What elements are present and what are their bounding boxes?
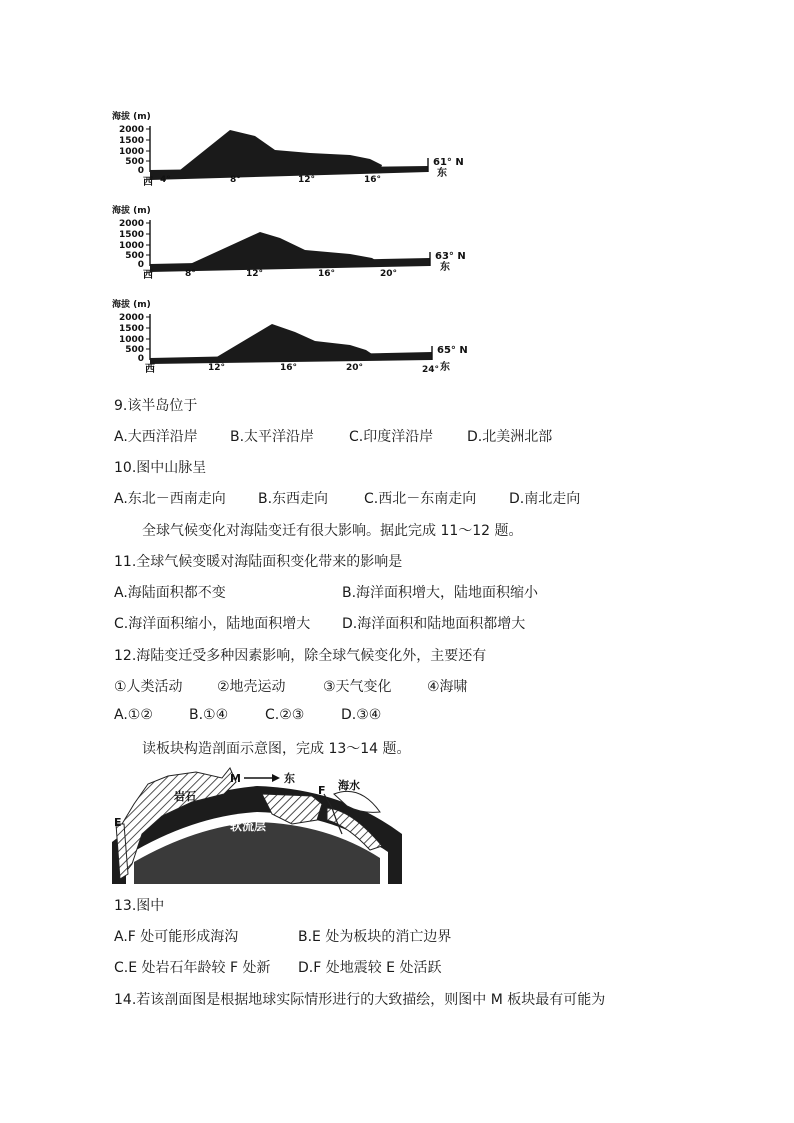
label-sea-water: 海水 (338, 779, 360, 792)
ytick: 2000 (118, 313, 144, 323)
terrain-profile-61n-chart (110, 108, 480, 188)
q9-option-d[interactable]: D.北美洲北部 (467, 429, 553, 445)
q10-option-b[interactable]: B.东西走向 (258, 491, 329, 507)
mountain-silhouette (215, 324, 375, 358)
q12-option-b[interactable]: B.①④ (189, 707, 229, 723)
xtick: 20° (346, 363, 364, 373)
intro-11-12: 全球气候变化对海陆变迁有很大影响。据此完成 11～12 题。 (142, 523, 523, 539)
q9-option-c[interactable]: C.印度洋沿岸 (349, 429, 434, 445)
ylabel: 海拔 (m) (112, 300, 151, 310)
q12-option-a[interactable]: A.①② (114, 707, 153, 723)
q12-item-4: ④海啸 (427, 679, 468, 695)
ytick: 1500 (118, 324, 144, 334)
xtick: 8° (185, 269, 196, 279)
q10-option-d[interactable]: D.南北走向 (509, 491, 581, 507)
ylabel: 海拔 (m) (112, 112, 151, 122)
q12-option-d[interactable]: D.③④ (341, 707, 382, 723)
xtick: 12° (208, 363, 226, 373)
label-east: 东 (284, 772, 295, 785)
terrain-profile-65n-chart (110, 296, 480, 376)
label-e: E (114, 816, 122, 829)
latitude-label: 65° N (437, 345, 468, 356)
ytick: 0 (137, 260, 144, 270)
q11-option-a[interactable]: A.海陆面积都不变 (114, 585, 226, 601)
terrain-profile-65n (110, 296, 480, 376)
q13-option-c[interactable]: C.E 处岩石年龄较 F 处新 (114, 960, 271, 976)
q11-stem: 11.全球气候变暖对海陆面积变化带来的影响是 (114, 554, 403, 570)
xtick: 12° (298, 175, 316, 185)
xtick: 24° (422, 365, 440, 375)
q10-option-a[interactable]: A.东北－西南走向 (114, 491, 226, 507)
q9-option-a[interactable]: A.大西洋沿岸 (114, 429, 198, 445)
east-label: 东 (437, 168, 447, 179)
label-m: M (230, 772, 241, 785)
xtick: 12° (246, 269, 264, 279)
ytick: 0 (137, 354, 144, 364)
latitude-label: 63° N (435, 251, 466, 262)
q11-option-b[interactable]: B.海洋面积增大，陆地面积缩小 (342, 585, 539, 601)
q10-stem: 10.图中山脉呈 (114, 460, 207, 476)
q12-item-1: ①人类活动 (114, 679, 183, 695)
east-label: 东 (440, 262, 450, 273)
label-rock: 岩石 (174, 790, 196, 803)
q13-stem: 13.图中 (114, 898, 165, 914)
west-label: 西 (143, 270, 153, 281)
label-f: F (318, 784, 326, 797)
q11-option-c[interactable]: C.海洋面积缩小，陆地面积增大 (114, 616, 311, 632)
q12-item-2: ②地壳运动 (217, 679, 286, 695)
q13-option-d[interactable]: D.F 处地震较 E 处活跃 (298, 960, 442, 976)
q14-stem: 14.若该剖面图是根据地球实际情形进行的大致描绘，则图中 M 板块最有可能为 (114, 992, 606, 1008)
ytick: 1000 (118, 147, 144, 157)
ytick: 500 (125, 251, 144, 261)
latitude-label: 61° N (433, 157, 464, 168)
terrain-profile-63n (110, 202, 480, 282)
xtick: 16° (280, 363, 298, 373)
plate-section-svg (112, 764, 402, 884)
q9-stem: 9.该半岛位于 (114, 398, 198, 414)
q11-option-d[interactable]: D.海洋面积和陆地面积都增大 (342, 616, 526, 632)
ytick: 500 (125, 157, 144, 167)
terrain-profile-63n-chart (110, 202, 480, 282)
xtick: 16° (318, 269, 336, 279)
ytick: 1500 (118, 136, 144, 146)
east-label: 东 (440, 362, 450, 373)
ytick: 2000 (118, 125, 144, 135)
ytick: 1000 (118, 335, 144, 345)
q12-option-c[interactable]: C.②③ (265, 707, 305, 723)
xtick: 4° (160, 175, 171, 185)
q9-option-b[interactable]: B.太平洋沿岸 (230, 429, 315, 445)
ytick: 0 (137, 166, 144, 176)
xtick: 8° (230, 175, 241, 185)
xtick: 20° (380, 269, 398, 279)
ytick: 500 (125, 345, 144, 355)
ytick: 1000 (118, 241, 144, 251)
ylabel: 海拔 (m) (112, 206, 151, 216)
ytick: 2000 (118, 219, 144, 229)
west-label: 西 (143, 177, 153, 188)
terrain-profile-61n (110, 108, 480, 188)
plate-section-diagram (112, 764, 402, 884)
q13-option-a[interactable]: A.F 处可能形成海沟 (114, 929, 239, 945)
west-label: 西 (145, 364, 155, 375)
intro-13-14: 读板块构造剖面示意图，完成 13～14 题。 (142, 741, 411, 757)
mountain-silhouette (190, 232, 380, 264)
mountain-silhouette (180, 130, 382, 171)
label-asthenosphere: 软流层 (230, 819, 267, 833)
q10-option-c[interactable]: C.西北－东南走向 (364, 491, 477, 507)
xtick: 16° (364, 175, 382, 185)
q12-item-3: ③天气变化 (323, 679, 392, 695)
q12-stem: 12.海陆变迁受多种因素影响，除全球气候变化外，主要还有 (114, 648, 487, 664)
ytick: 1500 (118, 230, 144, 240)
q13-option-b[interactable]: B.E 处为板块的消亡边界 (298, 929, 452, 945)
